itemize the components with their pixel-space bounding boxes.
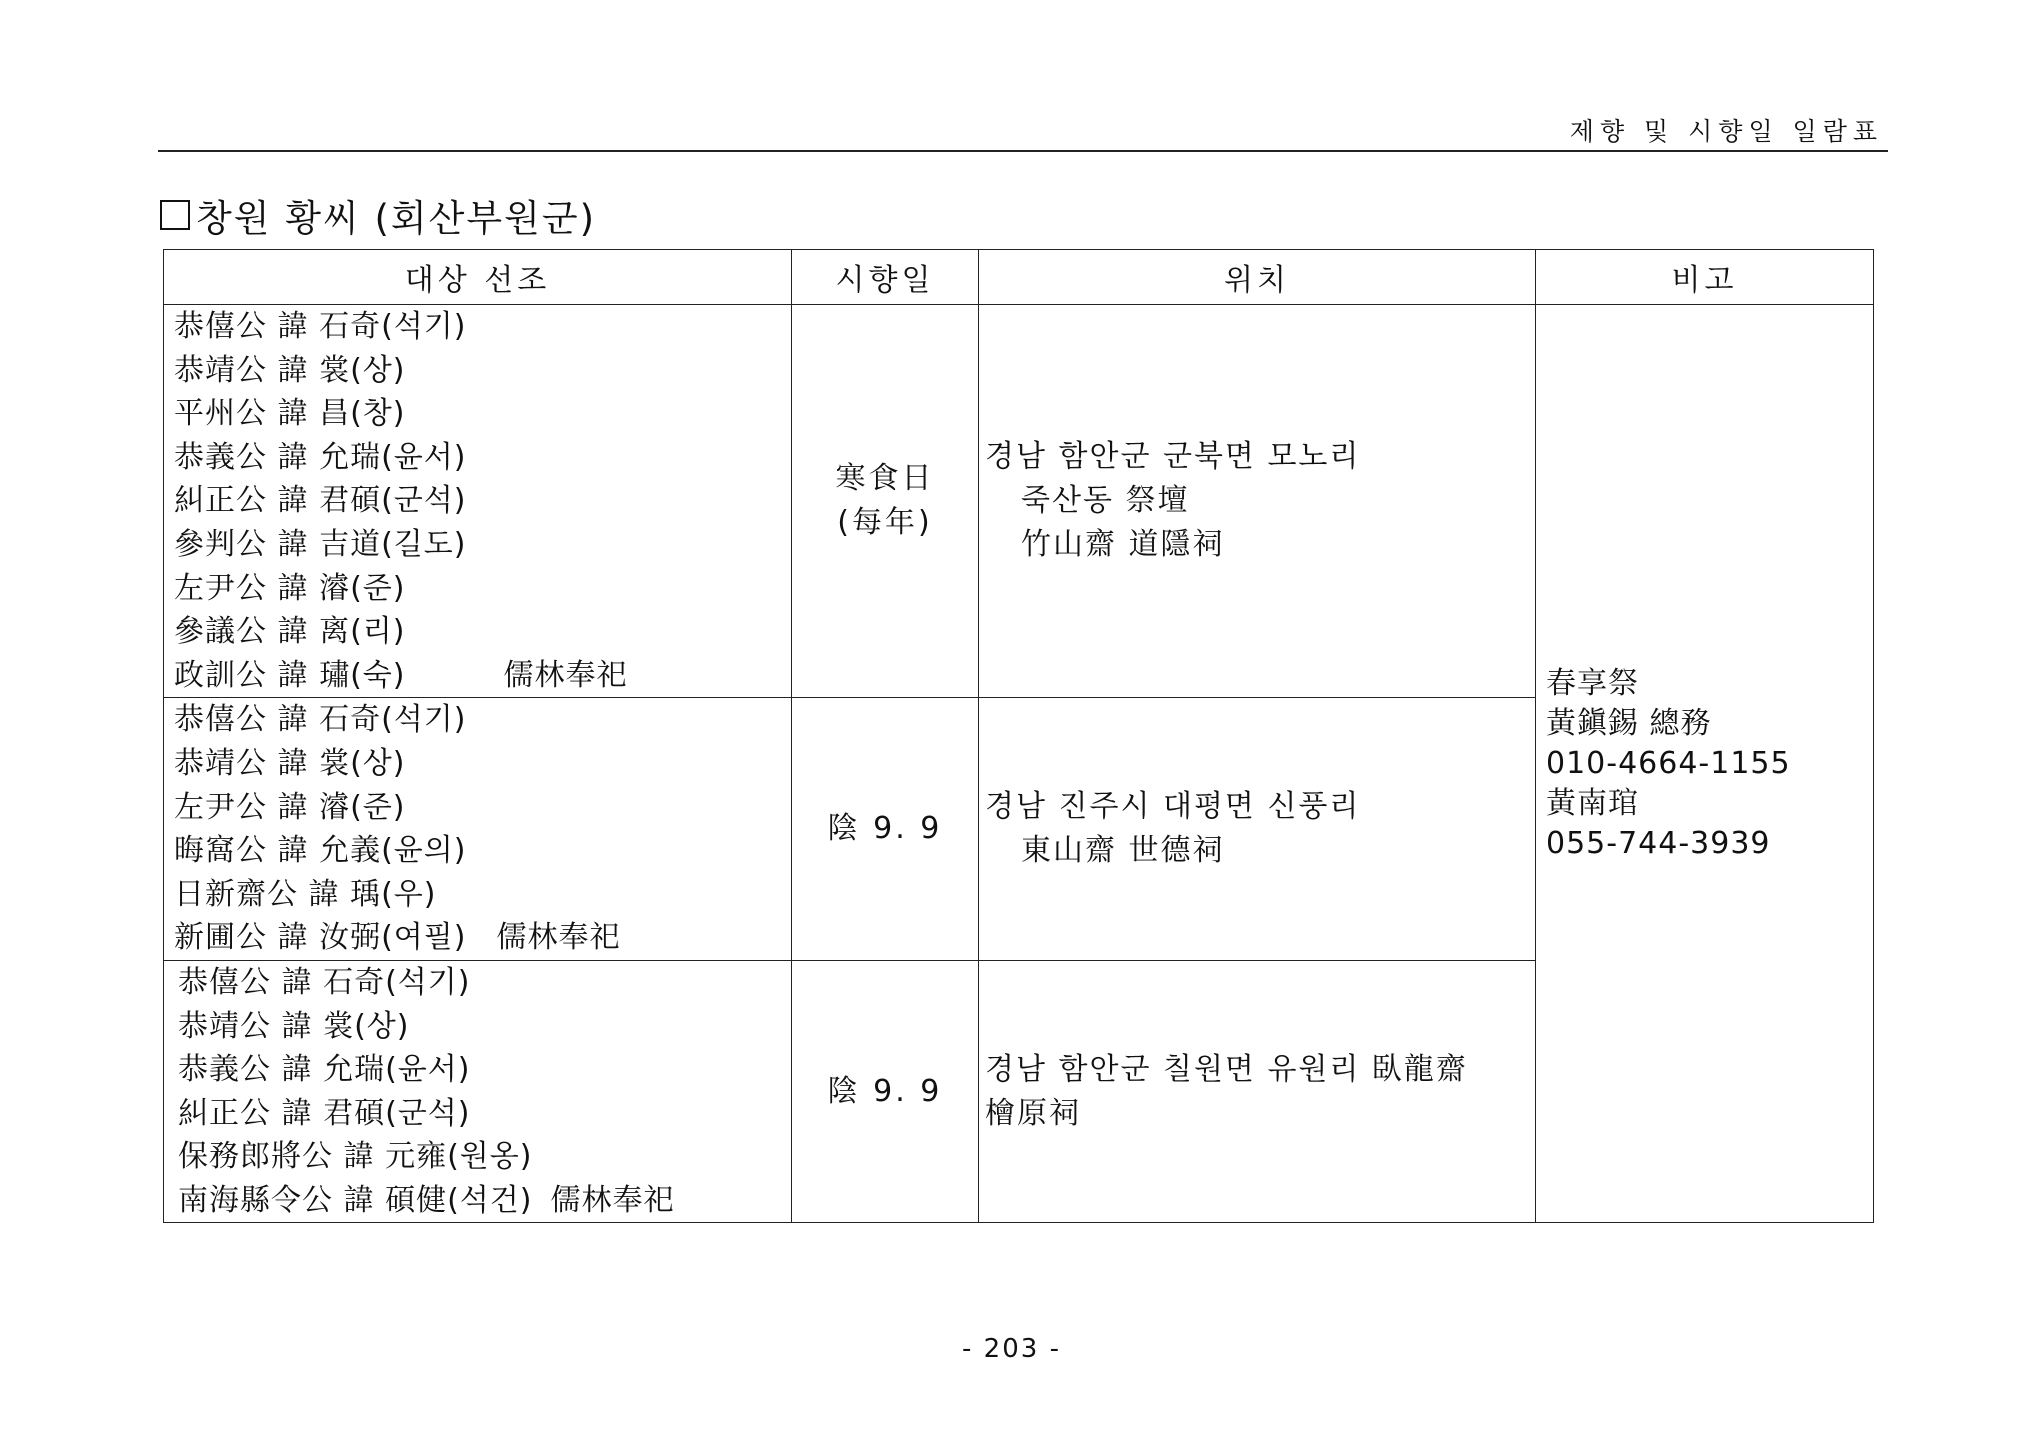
ancestors-cell bbox=[164, 698, 792, 961]
ancestor-line: 左尹公 諱 濬(준) bbox=[174, 789, 406, 825]
date-line: 寒食日 bbox=[835, 461, 935, 497]
ancestor-line bbox=[178, 1179, 791, 1223]
note-line: 055-744-3939 bbox=[1546, 825, 1771, 861]
header-note: 비고 bbox=[1536, 250, 1874, 305]
ancestor-line: 糾正公 諱 君碩(군석) bbox=[178, 1095, 471, 1131]
square-bullet-icon bbox=[160, 200, 190, 230]
date-line: 陰 9. 9 bbox=[827, 811, 943, 847]
ancestor-line: 恭僖公 諱 石奇(석기) bbox=[178, 964, 471, 1000]
date-cell bbox=[792, 305, 979, 698]
header-rule bbox=[158, 150, 1888, 152]
ancestor-line: 恭靖公 諱 裳(상) bbox=[174, 352, 406, 388]
ancestor-line bbox=[174, 916, 791, 960]
location-cell bbox=[979, 960, 1536, 1223]
note-line: 黃鎭錫 總務 bbox=[1546, 705, 1712, 741]
date-line: (每年) bbox=[837, 505, 933, 541]
location-line: 경남 함안군 칠원면 유원리 臥龍齋 bbox=[985, 1051, 1468, 1087]
location-line: 檜原祠 bbox=[985, 1095, 1081, 1131]
header-ancestors: 대상 선조 bbox=[164, 250, 792, 305]
ancestor-line: 晦窩公 諱 允義(윤의) bbox=[174, 833, 467, 869]
header-location: 위치 bbox=[979, 250, 1536, 305]
confucian-memorial-note: 儒林奉祀 bbox=[503, 657, 628, 693]
ancestor-line: 參議公 諱 离(리) bbox=[174, 614, 406, 650]
page-number: - 203 - bbox=[962, 1334, 1061, 1364]
note-line: 010-4664-1155 bbox=[1546, 745, 1791, 781]
ancestor-line: 恭靖公 諱 裳(상) bbox=[178, 1008, 410, 1044]
ancestor-line: 保務郎將公 諱 元雍(원옹) bbox=[178, 1139, 533, 1175]
location-line: 경남 진주시 대평면 신풍리 bbox=[985, 789, 1361, 825]
location-line: 죽산동 祭壇 bbox=[1021, 483, 1190, 519]
ancestor-line: 日新齋公 諱 瑀(우) bbox=[174, 876, 437, 912]
document-header-title: 제향 및 시향일 일람표 bbox=[1569, 117, 1883, 146]
ancestor-name: 南海縣令公 諱 碩健(석건) bbox=[178, 1182, 533, 1218]
section-title bbox=[160, 188, 596, 242]
ancestor-line: 恭靖公 諱 裳(상) bbox=[174, 745, 406, 781]
location-cell bbox=[979, 698, 1536, 961]
note-line: 黃南琯 bbox=[1546, 785, 1639, 821]
ancestor-line: 恭僖公 諱 石奇(석기) bbox=[174, 309, 467, 344]
location-line: 東山齋 世德祠 bbox=[1021, 833, 1225, 869]
date-cell bbox=[792, 960, 979, 1223]
ancestor-line: 恭僖公 諱 石奇(석기) bbox=[174, 702, 467, 738]
ancestor-line: 糾正公 諱 君碩(군석) bbox=[174, 483, 467, 519]
confucian-memorial-note: 儒林奉祀 bbox=[496, 920, 621, 956]
location-line: 경남 함안군 군북면 모노리 bbox=[985, 439, 1361, 475]
date-line: 陰 9. 9 bbox=[827, 1073, 943, 1109]
ancestor-line: 平州公 諱 昌(창) bbox=[174, 396, 406, 432]
location-line: 竹山齋 道隱祠 bbox=[1021, 527, 1225, 563]
location-cell bbox=[979, 305, 1536, 698]
ancestor-name: 新圃公 諱 汝弼(여필) bbox=[174, 920, 467, 956]
ancestor-line bbox=[174, 654, 791, 698]
date-cell bbox=[792, 698, 979, 961]
confucian-memorial-note: 儒林奉祀 bbox=[550, 1182, 675, 1218]
ancestor-name: 政訓公 諱 璛(숙) bbox=[174, 657, 406, 693]
ancestor-line: 恭義公 諱 允瑞(윤서) bbox=[174, 439, 467, 475]
ancestor-line: 恭義公 諱 允瑞(윤서) bbox=[178, 1052, 471, 1088]
header-date: 시향일 bbox=[792, 250, 979, 305]
note-cell bbox=[1536, 305, 1874, 1223]
ancestor-line: 參判公 諱 吉道(길도) bbox=[174, 526, 467, 562]
ancestor-line: 左尹公 諱 濬(준) bbox=[174, 570, 406, 606]
ceremony-schedule-table bbox=[163, 249, 1874, 1223]
table-row bbox=[164, 305, 1874, 698]
section-title-text: 창원 황씨 (회산부원군) bbox=[196, 197, 597, 240]
ancestors-cell bbox=[164, 305, 792, 698]
note-line: 春享祭 bbox=[1546, 665, 1639, 701]
table-header-row bbox=[164, 250, 1874, 305]
ancestors-cell bbox=[164, 960, 792, 1223]
